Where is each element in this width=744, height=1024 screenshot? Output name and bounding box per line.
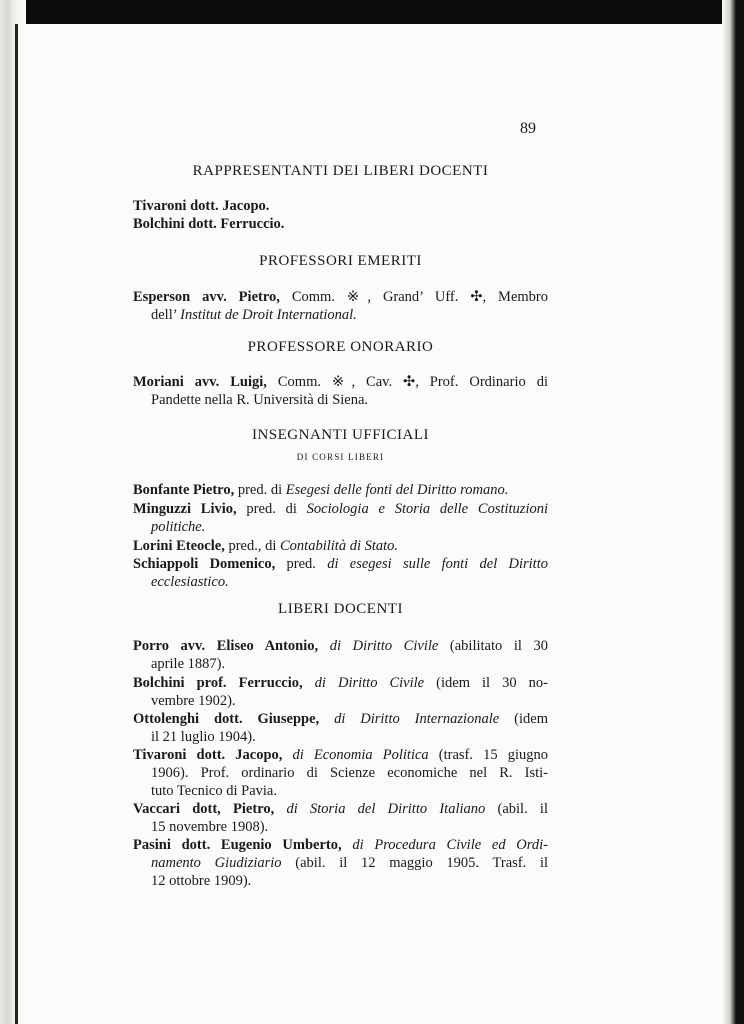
binding-line [15,24,18,1024]
list-entry [133,215,548,233]
scan-right-edge [722,0,744,1024]
entry-line [133,500,548,518]
list-entry [133,710,548,746]
list-entry [133,746,548,801]
entry-text: 12 ottobre 1909). [151,873,252,890]
subject-text: Esegesi delle fonti del Diritto romano. [285,482,509,498]
entry-line [133,481,548,499]
subject-text: di Procedura Civile ed Ordi- [341,837,548,853]
entry-line [133,573,548,591]
person-name: Tivaroni dott. Jacopo. [133,198,270,214]
entry-text: (abil. il [485,801,548,817]
entry-line [133,637,548,655]
subject-text: di esegesi sulle fonti del Diritto [327,556,548,572]
entry-line [133,854,548,872]
entry-text: (idem il 30 no- [424,675,548,691]
subject-text: di Economia Politica [282,747,429,763]
section-heading: PROFESSORI EMERITI [259,253,422,269]
entry-line [133,306,548,324]
section-heading: RAPPRESENTANTI DEI LIBERI DOCENTI [192,163,489,179]
entry-line [133,215,548,233]
subject-text: Sociologia e Storia delle Costituzioni [306,501,548,517]
page-number: 89 [520,120,536,137]
section-heading: PROFESSORE ONORARIO [247,339,434,355]
person-name: Bolchini prof. Ferruccio, [133,675,303,691]
entry-line [133,391,548,409]
entry-text: aprile 1887). [151,656,226,673]
entry-line [133,655,548,673]
entry-text: 15 novembre 1908). [151,819,269,836]
entry-text: (abil. il 12 maggio 1905. Trasf. il [281,855,549,872]
subject-text: politiche. [151,519,206,536]
list-entry [133,836,548,891]
entry-line [133,872,548,890]
list-entry [133,537,548,555]
subject-text: di Diritto Civile [302,675,425,691]
entry-line [133,518,548,536]
section-subheading: DI CORSI LIBERI [296,452,385,462]
scan-left-edge [0,0,26,1024]
list-entry [133,373,548,409]
entry-text: pred. di [234,482,286,498]
entry-line [133,537,548,555]
person-name: Porro avv. Eliseo Antonio, [133,638,319,654]
entry-text: 1906). Prof. ordinario di Scienze economiche nel R. Isti- [151,765,548,782]
subject-text: Contabilità di Stato. [280,538,399,554]
entry-text: pred. [275,556,328,572]
entry-text: Comm. ※, Grand’ Uff. ✣, Membro [279,289,548,305]
entry-text: (idem [499,711,548,727]
entry-text: Pandette nella R. Università di Siena. [151,392,369,409]
entry-text: vembre 1902). [151,693,236,710]
section-heading: INSEGNANTI UFFICIALI [251,427,430,443]
list-entry [133,555,548,591]
entry-line [133,800,548,818]
person-name: Bolchini dott. Ferruccio. [133,216,285,232]
entry-line [133,836,548,854]
list-entry [133,500,548,536]
person-name: Pasini dott. Eugenio Umberto, [133,837,342,853]
subject-text: di Diritto Civile [318,638,439,654]
entry-line [133,710,548,728]
person-name: Minguzzi Livio, [133,501,237,517]
entry-line [133,782,548,800]
section-heading: LIBERI DOCENTI [278,601,403,617]
entry-text: Comm. ※, Cav. ✣, Prof. Ordinario di [266,374,548,390]
entry-line [133,764,548,782]
entry-line [133,728,548,746]
person-name: Tivaroni dott. Jacopo, [133,747,283,763]
subject-text: di Diritto Internazionale [319,711,500,727]
subject-text: ecclesiastico. [151,574,229,591]
entry-line [133,692,548,710]
entry-line [133,373,548,391]
list-entry [133,197,548,215]
list-entry [133,481,548,499]
entry-line [133,674,548,692]
subject-text: di Storia del Diritto Italiano [274,801,486,817]
person-name: Esperson avv. Pietro, [133,289,280,305]
entry-text: (trasf. 15 giugno [428,747,548,763]
person-name: Bonfante Pietro, [133,482,235,498]
entry-line [133,555,548,573]
list-entry [133,674,548,710]
subject-text: namento Giudiziario [151,855,282,872]
entry-line [133,818,548,836]
person-name: Lorini Eteocle, [133,538,225,554]
list-entry [133,288,548,324]
scan-top-border [0,0,744,24]
list-entry [133,637,548,673]
entry-line [133,197,548,215]
person-name: Moriani avv. Luigi, [133,374,267,390]
entry-text: pred., di [224,538,280,554]
subject-text: Institut de Droit International. [180,307,357,324]
entry-line [133,746,548,764]
entry-line [133,288,548,306]
entry-text: il 21 luglio 1904). [151,729,256,746]
person-name: Schiappoli Domenico, [133,556,276,572]
list-entry [133,800,548,836]
entry-text: dell’ [151,307,181,324]
entry-text: tuto Tecnico di Pavia. [151,783,277,800]
entry-text: pred. di [236,501,307,517]
person-name: Vaccari dott, Pietro, [133,801,275,817]
person-name: Ottolenghi dott. Giuseppe, [133,711,320,727]
entry-text: (abilitato il 30 [438,638,548,654]
